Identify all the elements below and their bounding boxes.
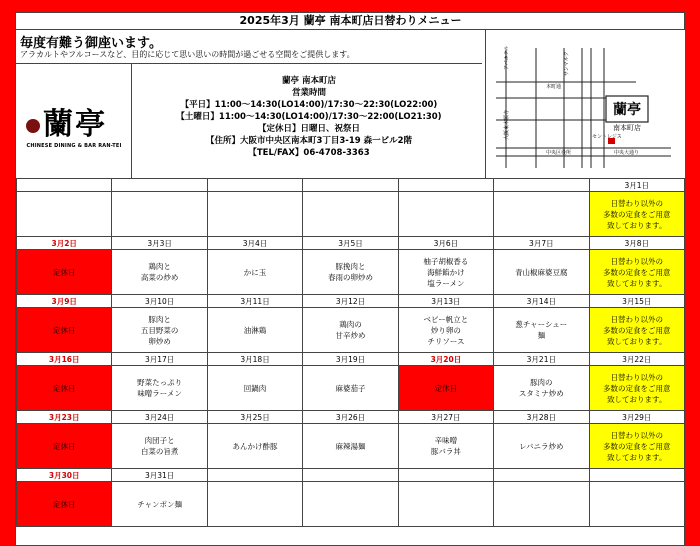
date-cell (207, 179, 302, 192)
menu-cell: あんかけ酢豚 (207, 424, 302, 469)
menu-cell: 柚子胡椒香る 海鮮餡かけ 塩ラーメン (398, 250, 493, 295)
menu-cell (207, 192, 302, 237)
menu-cell: 日替わり以外の 多数の定食をご用意 致しております。 (589, 192, 684, 237)
shop-info-line: 【平日】11:00～14:30(LO14:00)/17:30～22:30(LO22:00) (180, 100, 438, 110)
greeting: 毎度有難う御座います。 (20, 36, 162, 51)
shop-info-line: 蘭亭 南本町店 (282, 76, 336, 86)
date-cell: 3月29日 (589, 411, 684, 424)
date-cell: 3月4日 (207, 237, 302, 250)
date-cell: 3月20日 (398, 353, 493, 366)
menu-cell (112, 192, 207, 237)
menu-cell: 鶏肉と 高菜の炒め (112, 250, 207, 295)
svg-text:本町通: 本町通 (546, 84, 562, 90)
date-cell: 3月13日 (398, 295, 493, 308)
date-cell (494, 179, 589, 192)
date-row (17, 411, 685, 424)
date-cell: 3月31日 (112, 469, 207, 482)
menu-cell: 回鍋肉 (207, 366, 302, 411)
menu-cell: 豚挽肉と 春雨の卵炒め (303, 250, 398, 295)
menu-cell: 青山椒麻婆豆腐 (494, 250, 589, 295)
menu-row (17, 424, 685, 469)
svg-text:南本町店: 南本町店 (613, 124, 641, 132)
shop-info-line: 【土曜日】11:00～14:30(LO14:00)/17:30～22:00(LO21:30) (176, 112, 442, 122)
date-cell: 3月19日 (303, 353, 398, 366)
date-cell (303, 469, 398, 482)
closed-cell: 定休日 (17, 424, 112, 469)
date-row (17, 469, 685, 482)
menu-cell: 野菜たっぷり 味噌ラーメン (112, 366, 207, 411)
menu-cell: 日替わり以外の 多数の定食をご用意 致しております。 (589, 250, 684, 295)
date-cell: 3月21日 (494, 353, 589, 366)
header-panel (16, 30, 486, 178)
svg-text:中央区役所: 中央区役所 (546, 150, 572, 156)
map-drawing (486, 30, 685, 178)
menu-cell: 油淋鶏 (207, 308, 302, 353)
menu-cell: 辛味噌 豚バラ丼 (398, 424, 493, 469)
access-map (486, 30, 685, 178)
date-cell: 3月9日 (17, 295, 112, 308)
menu-cell: 葱チャーシュー 麺 (494, 308, 589, 353)
menu-cell: 鶏肉の 甘辛炒め (303, 308, 398, 353)
menu-cell (17, 192, 112, 237)
menu-cell: 麻辣湯麺 (303, 424, 398, 469)
menu-cell: レバニラ炒め (494, 424, 589, 469)
subline: アラカルトやフルコースなど、目的に応じて思い思いの時間が過ごせる空間をご提供します。 (16, 49, 482, 64)
svg-text:大阪東本願寺: 大阪東本願寺 (504, 109, 510, 140)
menu-row (17, 482, 685, 527)
date-cell: 3月28日 (494, 411, 589, 424)
date-cell (303, 179, 398, 192)
menu-cell: 日替わり以外の 多数の定食をご用意 致しております。 (589, 366, 684, 411)
date-cell: 3月27日 (398, 411, 493, 424)
menu-cell (207, 482, 302, 527)
menu-cell: 日替わり以外の 多数の定食をご用意 致しております。 (589, 308, 684, 353)
date-row (17, 353, 685, 366)
date-row (17, 295, 685, 308)
date-cell: 3月23日 (17, 411, 112, 424)
menu-cell: 麻婆茄子 (303, 366, 398, 411)
date-cell (589, 469, 684, 482)
shop-info-line: 営業時間 (291, 88, 326, 98)
date-cell: 3月25日 (207, 411, 302, 424)
logo-subtitle: CHINESE DINING & BAR RAN-TEI (26, 143, 122, 149)
date-cell: 3月22日 (589, 353, 684, 366)
menu-cell (494, 192, 589, 237)
date-cell: 3月3日 (112, 237, 207, 250)
closed-cell: 定休日 (17, 366, 112, 411)
svg-text:サンマルク: サンマルク (564, 51, 570, 76)
date-row (17, 179, 685, 192)
shop-info-line: 【定休日】日曜日、祝祭日 (257, 124, 360, 134)
menu-calendar (16, 178, 685, 527)
menu-cell (303, 192, 398, 237)
date-cell: 3月11日 (207, 295, 302, 308)
menu-cell (398, 482, 493, 527)
date-cell: 3月17日 (112, 353, 207, 366)
menu-cell: 豚肉の スタミナ炒め (494, 366, 589, 411)
shop-info-line: 【TEL/FAX】06-4708-3363 (248, 148, 370, 158)
date-cell: 3月10日 (112, 295, 207, 308)
svg-text:セントレジス: セントレジス (592, 134, 622, 140)
date-cell (494, 469, 589, 482)
menu-cell: かに玉 (207, 250, 302, 295)
svg-text:アパホテル: アパホテル (504, 45, 510, 70)
svg-text:中央大通り: 中央大通り (614, 150, 640, 156)
menu-cell: 日替わり以外の 多数の定食をご用意 致しております。 (589, 424, 684, 469)
menu-cell (494, 482, 589, 527)
logo-name: 蘭亭 (26, 99, 107, 143)
menu-cell: 豚肉と 五目野菜の 卵炒め (112, 308, 207, 353)
menu-row (17, 192, 685, 237)
date-cell: 3月5日 (303, 237, 398, 250)
date-cell (398, 179, 493, 192)
svg-text:蘭亭: 蘭亭 (613, 102, 641, 118)
menu-cell (303, 482, 398, 527)
date-cell: 3月14日 (494, 295, 589, 308)
date-cell: 3月15日 (589, 295, 684, 308)
page-title: 2025年3月 蘭亭 南本町店日替わりメニュー (16, 13, 685, 30)
menu-sheet (15, 12, 685, 546)
menu-cell: 肉団子と 白菜の旨煮 (112, 424, 207, 469)
date-cell (17, 179, 112, 192)
date-cell: 3月30日 (17, 469, 112, 482)
date-cell: 3月1日 (589, 179, 684, 192)
date-cell: 3月8日 (589, 237, 684, 250)
date-cell (207, 469, 302, 482)
menu-cell: チャンポン麺 (112, 482, 207, 527)
date-cell: 3月6日 (398, 237, 493, 250)
closed-cell: 定休日 (17, 250, 112, 295)
date-cell: 3月18日 (207, 353, 302, 366)
date-row (17, 237, 685, 250)
menu-cell (398, 192, 493, 237)
date-cell (112, 179, 207, 192)
closed-cell: 定休日 (17, 482, 112, 527)
logo-badge-icon (26, 119, 40, 133)
date-cell: 3月26日 (303, 411, 398, 424)
date-cell: 3月16日 (17, 353, 112, 366)
date-cell: 3月7日 (494, 237, 589, 250)
menu-row (17, 250, 685, 295)
logo (16, 63, 132, 178)
date-cell: 3月24日 (112, 411, 207, 424)
shop-info (132, 63, 486, 178)
menu-row (17, 308, 685, 353)
menu-row (17, 366, 685, 411)
menu-cell: ベビー帆立と 炒り卵の チリソース (398, 308, 493, 353)
date-cell (398, 469, 493, 482)
date-cell: 3月12日 (303, 295, 398, 308)
menu-cell (589, 482, 684, 527)
date-cell: 3月2日 (17, 237, 112, 250)
closed-cell: 定休日 (17, 308, 112, 353)
closed-cell: 定休日 (398, 366, 493, 411)
shop-info-line: 【住所】大阪市中央区南本町3丁目3-19 森一ビル2階 (205, 136, 413, 146)
